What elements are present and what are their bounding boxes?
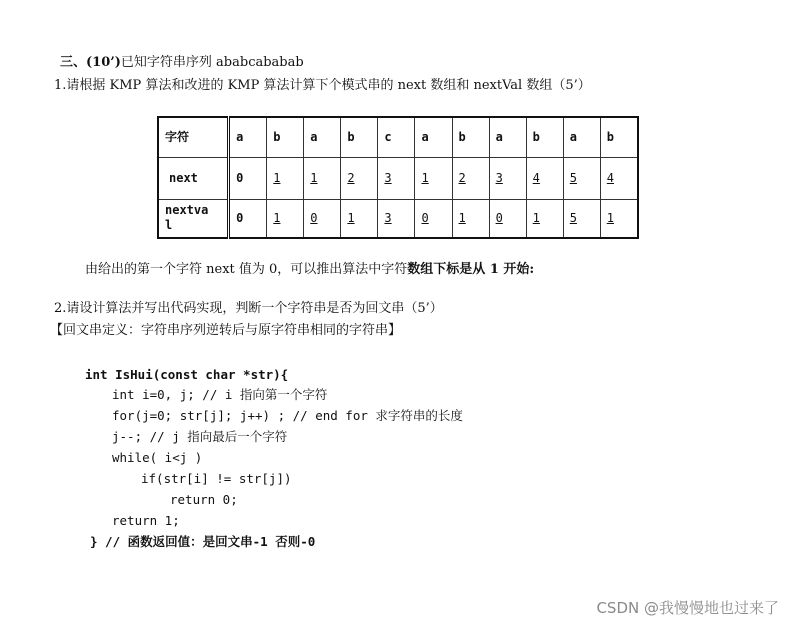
table-row-nextval [158,199,638,238]
next-cell: 3 [378,157,415,199]
char-cell: c [378,117,415,157]
palindrome-definition: 【回文串定义：字符串序列逆转后与原字符串相同的字符串】 [50,323,402,338]
nextval-cell: 1 [452,199,489,238]
nextval-cell: 0 [489,199,526,238]
next-cell: 4 [526,157,563,199]
question-2-text: 2.请设计算法并写出代码实现，判断一个字符串是否为回文串（5’） [54,301,443,316]
index-note-text: 由给出的第一个字符 next 值为 0，可以推出算法中字符 [85,262,408,277]
code-line: int IsHui(const char *str){ [85,367,289,382]
section-heading-text: 已知字符串序列 ababcababab [120,55,304,70]
next-cell: 1 [415,157,452,199]
next-cell: 5 [563,157,600,199]
char-cell: b [341,117,378,157]
row-header-chars: 字符 [158,117,229,157]
code-line: if(str[i] != str[j]) [141,471,292,486]
section-heading-number: 三、(10’) [60,55,121,70]
nextval-cell: 1 [526,199,563,238]
next-cell: 3 [489,157,526,199]
char-cell: a [304,117,341,157]
kmp-table [157,116,639,239]
char-cell: a [229,117,267,157]
code-line: return 0; [170,492,238,507]
nextval-cell: 1 [267,199,304,238]
section-heading [60,55,304,71]
nextval-cell: 0 [304,199,341,238]
char-cell: a [415,117,452,157]
char-cell: b [267,117,304,157]
next-cell: 2 [341,157,378,199]
row-header-next: next [158,157,229,199]
nextval-cell: 5 [563,199,600,238]
row-header-nextval [158,199,229,238]
nextval-cell: 0 [229,199,267,238]
code-line: for(j=0; str[j]; j++) ; // end for 求字符串的长度 [112,408,463,423]
code-line: } // 函数返回值：是回文串-1 否则-0 [90,534,316,549]
nextval-cell: 0 [415,199,452,238]
next-cell: 1 [267,157,304,199]
table-row-next [158,157,638,199]
next-cell: 4 [600,157,638,199]
index-note-emphasis: 数组下标是从 1 开始: [407,262,535,277]
code-line: while( i<j ) [112,450,203,465]
nextval-cell: 1 [600,199,638,238]
nextval-cell: 3 [378,199,415,238]
char-cell: a [489,117,526,157]
nextval-cell: 1 [341,199,378,238]
index-note [85,262,534,278]
table-row-chars [158,117,638,157]
char-cell: a [563,117,600,157]
code-line: j--; // j 指向最后一个字符 [112,429,288,444]
char-cell: b [452,117,489,157]
char-cell: b [600,117,638,157]
csdn-watermark: CSDN @我慢慢地也过来了 [596,599,779,617]
code-line: return 1; [112,513,180,528]
next-cell: 2 [452,157,489,199]
next-cell: 0 [229,157,267,199]
row-header-nextval-text: nextva l [165,203,209,233]
next-cell: 1 [304,157,341,199]
char-cell: b [526,117,563,157]
code-line: int i=0, j; // i 指向第一个字符 [112,387,328,402]
question-1-text: 1.请根据 KMP 算法和改进的 KMP 算法计算下个模式串的 next 数组和 nextVal 数组（5’） [54,78,591,93]
